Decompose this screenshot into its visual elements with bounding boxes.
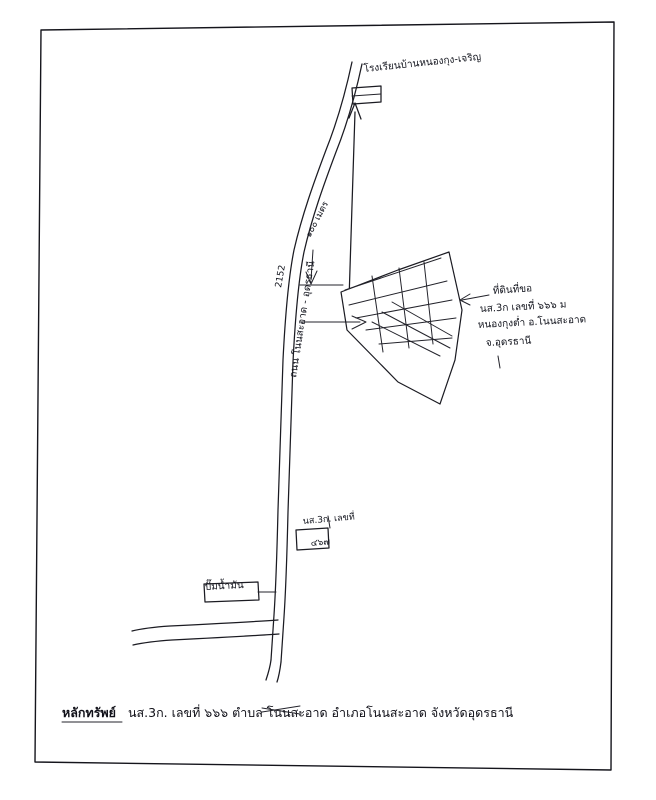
parcel-callout-line-1: ที่ดินที่ขอ [492, 283, 533, 297]
school-label: โรงเรียนบ้านหนองกุง-เจริญ [363, 51, 482, 75]
second-parcel-label-2: ๔๖๗ [310, 537, 331, 549]
parcel-callout-line-3: หนองกุงต่ำ อ.โนนสะอาด [477, 314, 587, 331]
caption-rest: นส.3ก. เลขที่ ๖๖๖ ตำบล โนนสะอาด อำเภอโนนสะอาด จังหวัดอุดรธานี [128, 705, 514, 720]
caption-prefix: หลักทรัพย์ [62, 705, 116, 720]
parcel-callout-line-2: นส.3ก เลขที่ ๖๖๖ ม [479, 299, 567, 315]
road-name-label: ถนน โนนสะอาด - อุดรธานี [288, 260, 318, 379]
fuel-station-label: ปั๊มน้ำมัน [204, 579, 244, 593]
main-road [271, 62, 362, 662]
road-number-label: 2152 [274, 264, 288, 289]
subject-parcel [341, 252, 462, 404]
side-road-west [132, 620, 279, 645]
distance-label: ๑๐๐ เมตร [303, 200, 332, 240]
arrow-to-school [349, 103, 361, 300]
road-stub-south [266, 660, 281, 682]
page-border [35, 22, 614, 770]
second-parcel-label-1: นส.3ก. เลขที่ [302, 512, 356, 527]
callout-underline [498, 356, 500, 368]
parcel-callout-line-4: จ.อุดรธานี [485, 335, 532, 349]
